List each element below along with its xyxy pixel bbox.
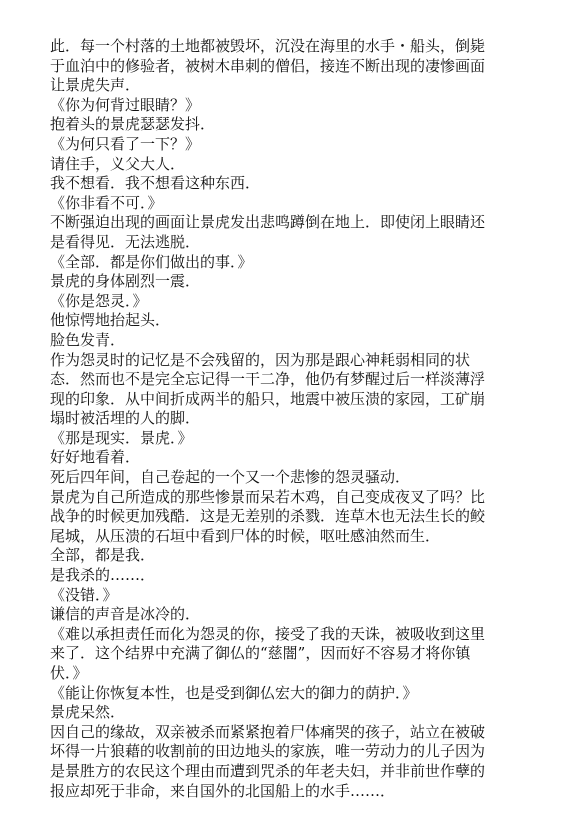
document-page (50, 37, 555, 801)
dialogue-line: 《为何只看了一下？》 (50, 134, 201, 153)
dialogue-line: 《能让你恢复本性，也是受到御仏宏大的御力的荫护．》 (50, 683, 418, 702)
dialogue-line: 《你是怨灵．》 (50, 291, 148, 310)
text-line: 我不想看．我不想看这种东西． (50, 174, 261, 193)
text-line: 谦信的声音是冰冷的． (50, 605, 201, 624)
text-line: 景虎的身体剧烈一震． (50, 272, 201, 291)
text-line: 全部，都是我． (50, 546, 156, 565)
dialogue-line: 《你非看不可．》 (50, 193, 163, 212)
text-line: 不断强迫出现的画面让景虎发出悲鸣蹲倒在地上．即使闭上眼睛还 (50, 213, 486, 232)
text-line: 他惊愕地抬起头． (50, 311, 171, 330)
dialogue-line: 《那是现实．景虎．》 (50, 428, 193, 447)
text-line: 因自己的缘故，双亲被杀而紧紧抱着尸体痛哭的孩子，站立在被破 (50, 722, 486, 741)
text-line: 景虎呆然． (50, 703, 126, 722)
text-line: 让景虎失声． (50, 76, 141, 95)
text-line: 于血泊中的修验者，被树木串刺的僧侣，接连不断出现的凄惨画面 (50, 56, 486, 75)
text-line: 景虎为自己所造成的那些惨景而呆若木鸡，自己变成夜叉了吗？比 (50, 487, 486, 506)
text-line: 是看得见．无法逃脱． (50, 232, 201, 251)
text-line: 报应却死于非命，来自国外的北国船上的水手……． (50, 781, 396, 800)
dialogue-line: 《你为何背过眼睛？》 (50, 95, 201, 114)
text-line: 抱着头的景虎瑟瑟发抖． (50, 115, 216, 134)
text-line: 死后四年间，自己卷起的一个又一个悲惨的怨灵骚动． (50, 468, 411, 487)
dialogue-line: 来了．这个结界中充满了御仏的“慈闇”，因而好不容易才将你镇 (50, 644, 471, 663)
text-line: 此．每一个村落的土地都被毁坏，沉没在海里的水手・船头，倒毙 (50, 37, 486, 55)
dialogue-line: 《难以承担责任而化为怨灵的你，接受了我的天诛，被吸收到这里 (50, 624, 486, 643)
dialogue-line: 伏．》 (50, 664, 88, 682)
text-line: 现的印象．从中间折成两半的船只，地震中被压溃的家园，工矿崩 (50, 389, 486, 408)
text-line: 好好地看着． (50, 448, 141, 467)
dialogue-line: 《全部．都是你们做出的事．》 (50, 252, 253, 271)
text-line: 请住手，义父大人． (50, 154, 186, 173)
text-line: 坏得一片狼藉的收割前的田边地头的家族，唯一劳动力的儿子因为 (50, 742, 486, 761)
text-line: 脸色发青． (50, 330, 126, 349)
text-line: 战争的时候更加残酷．这是无差别的杀戮．连草木也无法生长的鲛 (50, 507, 486, 526)
text-line: 是景胜方的农民这个理由而遭到咒杀的年老夫妇，并非前世作孽的 (50, 761, 486, 780)
text-line: 作为怨灵时的记忆是不会残留的，因为那是跟心神耗弱相同的状 (50, 350, 471, 369)
text-line: 塌时被活埋的人的脚． (50, 409, 201, 428)
text-line: 态．然而也不是完全忘记得一干二净，他仍有梦醒过后一样淡薄浮 (50, 370, 486, 389)
dialogue-line: 《没错．》 (50, 585, 118, 604)
text-line: 尾城，从压溃的石垣中看到尸体的时候，呕吐感油然而生． (50, 526, 441, 545)
text-line: 是我杀的……． (50, 566, 156, 585)
